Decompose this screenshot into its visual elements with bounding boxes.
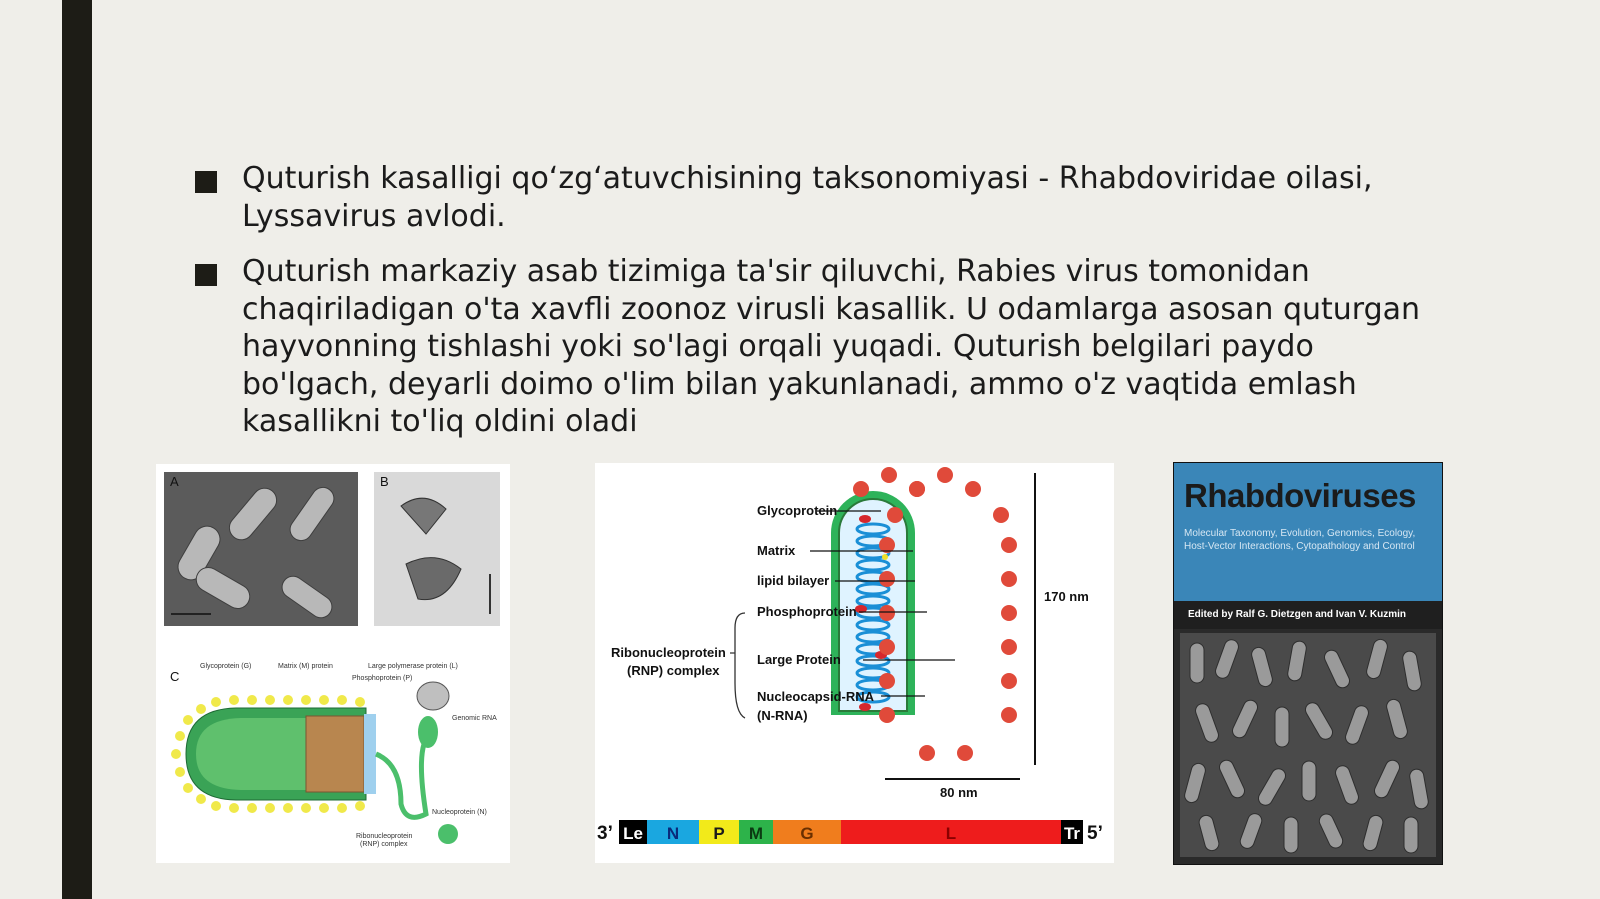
rhabdoviruses-book-cover xyxy=(1173,462,1443,865)
square-bullet-icon xyxy=(195,171,217,193)
book-subtitle: Molecular Taxonomy, Evolution, Genomics, Ecology, Host-Vector Interactions, Cytopathology and Control xyxy=(1184,528,1416,552)
glycoprotein-label: Glycoprotein (G) xyxy=(200,663,252,670)
large-protein-label: Large Protein xyxy=(757,652,841,667)
square-bullet-icon xyxy=(195,264,217,286)
nucleoprotein-label: Nucleoprotein (N) xyxy=(432,809,487,816)
panel-label: B xyxy=(380,474,389,489)
rnp-label: Ribonucleoprotein xyxy=(611,645,726,660)
width-label: 80 nm xyxy=(940,785,978,800)
book-title: Rhabdoviruses xyxy=(1184,477,1416,514)
virion-schematic-image xyxy=(595,463,1114,863)
nrna-label: (N-RNA) xyxy=(757,708,808,723)
genome-segment-label: M xyxy=(748,824,764,843)
slide-accent-bar xyxy=(62,0,92,899)
genome-segment-label: Tr xyxy=(1063,824,1081,843)
nucleocapsid-label: Nucleocapsid-RNA xyxy=(757,689,875,704)
rnp-complex-label: (RNP) complex xyxy=(627,663,720,678)
bullet-item xyxy=(195,160,1445,235)
matrix-label: Matrix xyxy=(757,543,796,558)
phosphoprotein-label: Phosphoprotein (P) xyxy=(352,675,413,682)
polymerase-label: Large polymerase protein (L) xyxy=(368,663,458,670)
lipid-bilayer-label: lipid bilayer xyxy=(757,573,830,588)
genomic-rna-label: Genomic RNA xyxy=(452,715,497,722)
genome-segment-label: P xyxy=(713,824,725,843)
panel-label: A xyxy=(170,474,179,489)
rabies-virion-figure xyxy=(156,464,510,863)
length-label: 170 nm xyxy=(1044,589,1089,604)
bullet-text: Quturish kasalligi qo‘zg‘atuvchisining taksonomiyasi - Rhabdoviridae oilasi, Lyssavirus avlodi. xyxy=(242,161,1373,234)
genome-5prime-label: 5’ xyxy=(1087,823,1103,844)
glycoprotein-label: Glycoprotein xyxy=(757,503,838,518)
genome-3prime-label: 3’ xyxy=(597,823,613,844)
virion-structure-image xyxy=(156,464,510,863)
micrograph-image xyxy=(1180,633,1436,857)
rabies-schematic-figure xyxy=(595,463,1114,863)
genome-segment-label: Le xyxy=(623,824,643,843)
genome-map xyxy=(597,820,1103,844)
book-editors: Edited by Ralf G. Dietzgen and Ivan V. Kuzmin xyxy=(1188,609,1406,620)
bullet-list xyxy=(195,160,1445,459)
panel-label: C xyxy=(170,669,180,684)
phosphoprotein-label: Phosphoprotein xyxy=(757,604,857,619)
bullet-item xyxy=(195,253,1445,441)
matrix-label: Matrix (M) protein xyxy=(278,663,333,670)
bullet-text: Quturish markaziy asab tizimiga ta'sir qiluvchi, Rabies virus tomonidan chaqiriladigan o'ta xavfli zoonoz virusli kasallik. U odamlarga asosan quturgan hayvonning tishlashi yoki so'lagi orqali yuqadi. Quturish belgilari paydo bo'lgach, deyarli doimo o'lim bilan yakunlanadi, ammo o'z vaqtida emlash kasallikni to'liq oldini oladi xyxy=(242,254,1421,439)
genome-segment-label: L xyxy=(945,824,957,843)
genome-segment-label: N xyxy=(666,824,680,843)
rnp-complex-label: (RNP) complex xyxy=(360,841,408,848)
rnp-label: Ribonucleoprotein xyxy=(356,833,413,840)
genome-segment-label: G xyxy=(800,824,814,843)
